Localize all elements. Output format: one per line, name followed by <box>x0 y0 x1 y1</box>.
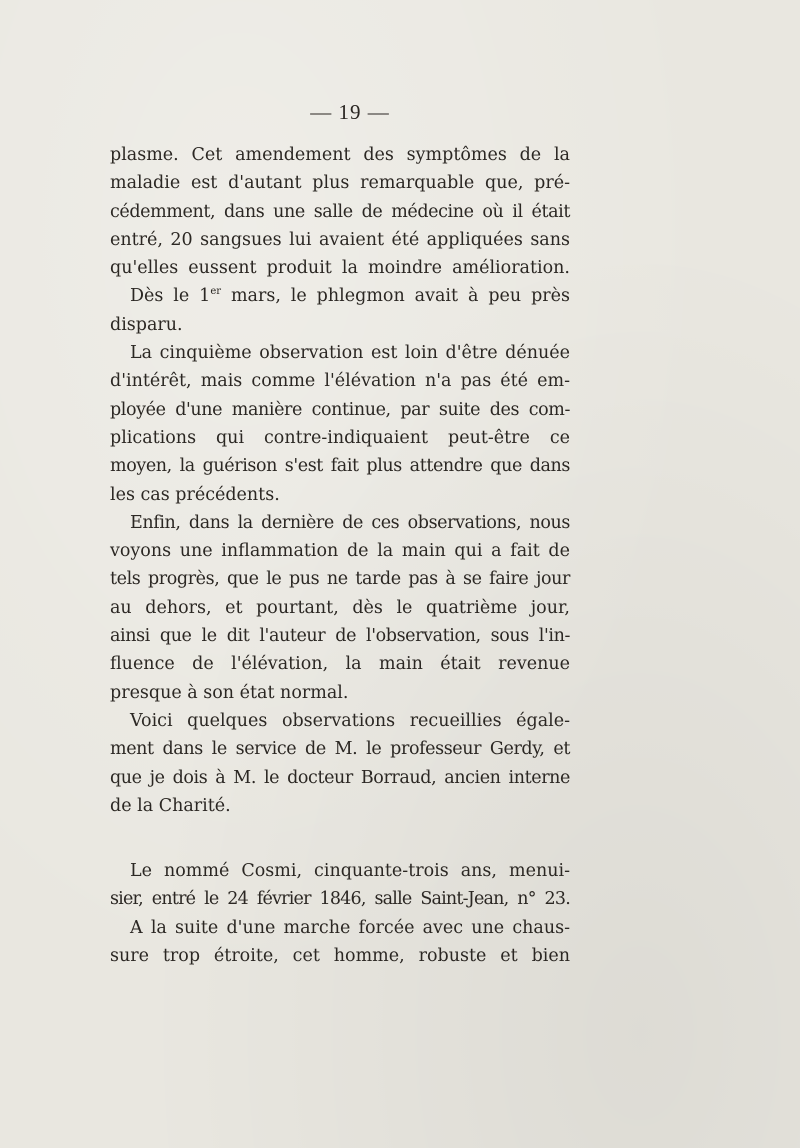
text-line: tels progrès, que le pus ne tarde pas à se faire jour <box>110 569 570 590</box>
superscript: er <box>210 286 222 298</box>
text-line: qu'elles eussent produit la moindre amélioration. <box>110 258 570 279</box>
text-line: au dehors, et pourtant, dès le quatrième jour, <box>110 597 570 618</box>
text-line: La cinquième observation est loin d'être dénuée <box>130 343 570 364</box>
text-line: presque à son état normal. <box>110 682 349 703</box>
text-line: sier, entré le 24 février 1846, salle Saint-Jean, n° 23. <box>110 889 570 910</box>
text-line: entré, 20 sangsues lui avaient été appliquées sans <box>110 229 570 250</box>
text-line: Le nommé Cosmi, cinquante-trois ans, menui- <box>130 861 570 881</box>
text-line: Voici quelques observations recueillies égale- <box>130 710 570 731</box>
text-line: moyen, la guérison s'est fait plus attendre que dans <box>110 456 570 477</box>
page-number: — 19 — <box>310 100 390 124</box>
text-line <box>110 282 570 310</box>
text-line: fluence de l'élévation, la main était revenue <box>110 654 570 675</box>
body-text-observation <box>110 857 570 970</box>
text-fragment: mars, le phlegmon avait à peu près <box>221 286 570 307</box>
text-line: d'intérêt, mais comme l'élévation n'a pas été em- <box>110 371 570 392</box>
text-line: de la Charité. <box>110 795 231 816</box>
text-line: Enfin, dans la dernière de ces observations, nous <box>130 512 570 533</box>
text-line: ployée d'une manière continue, par suite des com- <box>110 399 570 420</box>
text-line: maladie est d'autant plus remarquable que, pré- <box>110 173 570 194</box>
text-line: que je dois à M. le docteur Borraud, ancien interne <box>110 767 570 788</box>
text-line: sure trop étroite, cet homme, robuste et bien <box>110 945 570 966</box>
text-line: A la suite d'une marche forcée avec une chaus- <box>130 917 570 938</box>
text-line: plications qui contre-indiquaient peut-être ce <box>110 427 570 448</box>
text-line: ment dans le service de M. le professeur Gerdy, et <box>110 739 570 760</box>
text-line: cédemment, dans une salle de médecine où il était <box>110 201 570 222</box>
text-line: voyons une inflammation de la main qui a fait de <box>110 541 570 562</box>
body-text-main <box>110 141 570 820</box>
text-line: les cas précédents. <box>110 484 280 505</box>
text-line: ainsi que le dit l'auteur de l'observation, sous l'in- <box>110 626 570 647</box>
text-fragment: Dès le 1 <box>130 286 211 307</box>
text-line: disparu. <box>110 314 183 335</box>
text-line: plasme. Cet amendement des symptômes de la <box>110 145 570 165</box>
